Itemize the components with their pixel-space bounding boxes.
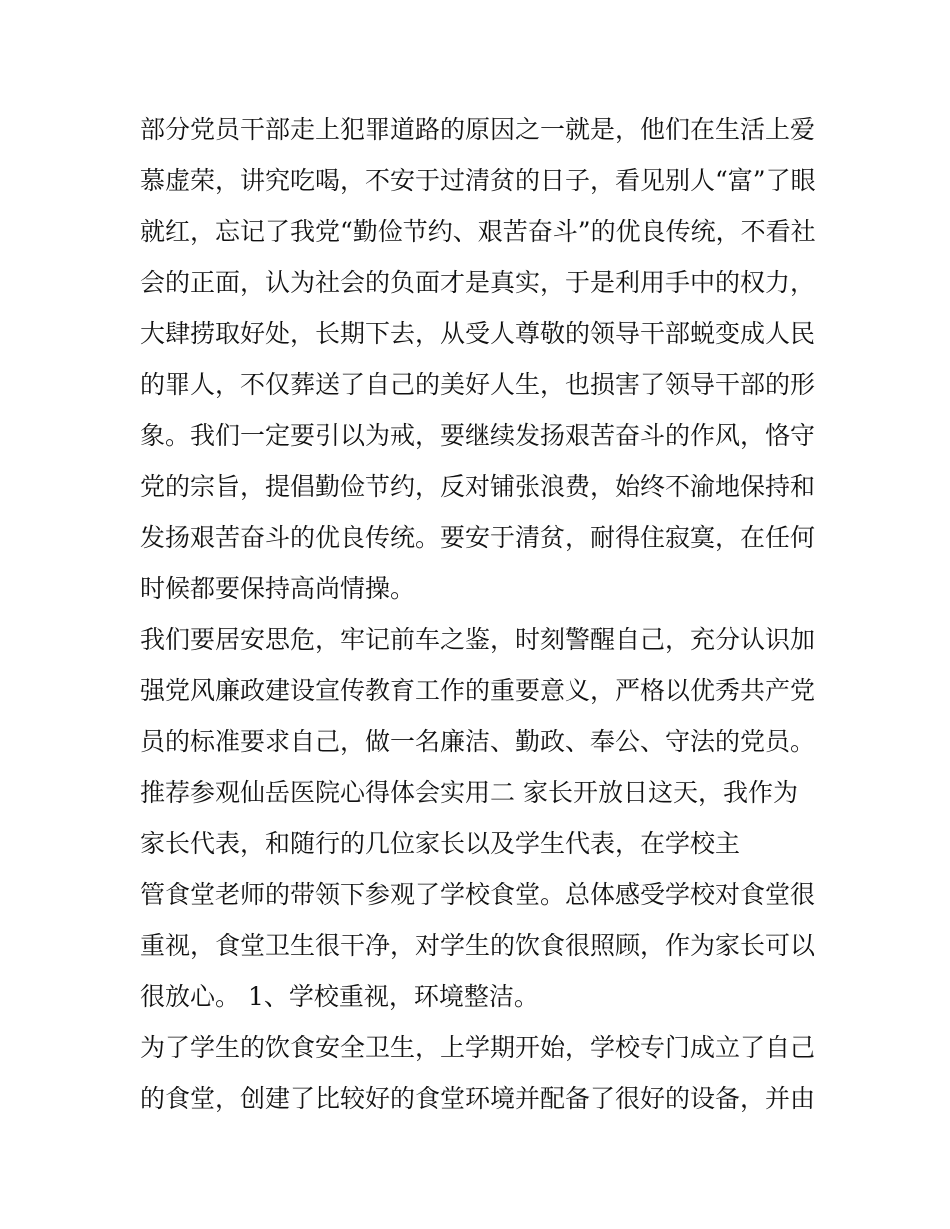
text-line: 重视，食堂卫生很干净，对学生的饮食很照顾，作为家长可以 [140, 931, 816, 960]
text-line: 为了学生的饮食安全卫生，上学期开始，学校专门成立了自己 [140, 1033, 816, 1062]
text-line: 家长代表，和随行的几位家长以及学生代表，在学校主 [140, 829, 741, 858]
text-line: 管食堂老师的带领下参观了学校食堂。总体感受学校对食堂很 [140, 880, 816, 909]
text-line: 会的正面，认为社会的负面才是真实，于是利用手中的权力， [140, 268, 816, 297]
text-line: 大肆捞取好处，长期下去，从受人尊敬的领导干部蜕变成人民 [140, 319, 816, 348]
text-line: 员的标准要求自己，做一名廉洁、勤政、奉公、守法的党员。 [140, 727, 816, 756]
text-line: 发扬艰苦奋斗的优良传统。要安于清贫，耐得住寂寞，在任何 [140, 523, 816, 552]
text-line: 很放心。 1、学校重视，环境整洁。 [140, 982, 539, 1011]
document-body [140, 104, 820, 1124]
text-line: 推荐参观仙岳医院心得体会实用二 家长开放日这天，我作为 [140, 778, 798, 807]
text-line: 慕虚荣，讲究吃喝，不安于过清贫的日子，看见别人“富”了眼 [140, 166, 816, 195]
text-line: 部分党员干部走上犯罪道路的原因之一就是，他们在生活上爱 [140, 115, 816, 144]
text-line: 的罪人，不仅葬送了自己的美好人生，也损害了领导干部的形 [140, 370, 816, 399]
text-line: 的食堂，创建了比较好的食堂环境并配备了很好的设备，并由 [140, 1084, 816, 1113]
text-line: 党的宗旨，提倡勤俭节约，反对铺张浪费，始终不渝地保持和 [140, 472, 816, 501]
text-line: 象。我们一定要引以为戒，要继续发扬艰苦奋斗的作风，恪守 [140, 421, 816, 450]
text-line: 时候都要保持高尚情操。 [140, 574, 416, 603]
text-line: 我们要居安思危，牢记前车之鉴，时刻警醒自己，充分认识加 [140, 625, 816, 654]
text-line: 强党风廉政建设宣传教育工作的重要意义，严格以优秀共产党 [140, 676, 816, 705]
text-line: 就红，忘记了我党“勤俭节约、艰苦奋斗”的优良传统，不看社 [140, 217, 816, 246]
